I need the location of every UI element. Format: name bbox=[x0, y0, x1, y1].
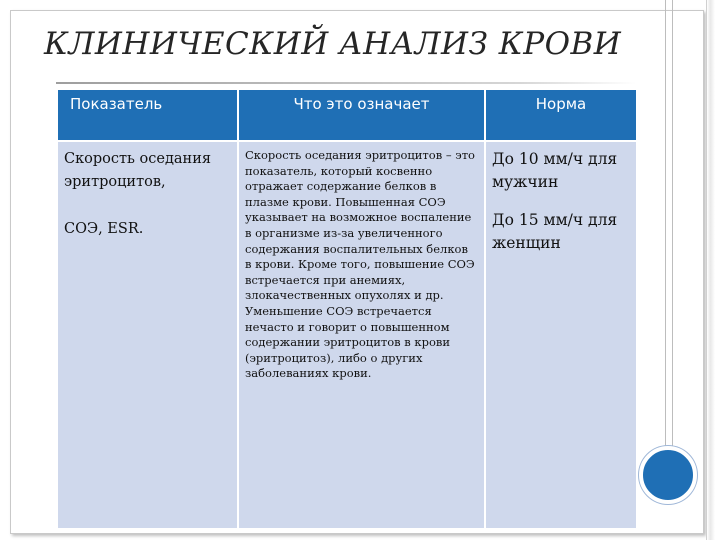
slide-title: КЛИНИЧЕСКИЙ АНАЛИЗ КРОВИ bbox=[44, 26, 622, 62]
parameter-name-line: эритроцитов, bbox=[64, 174, 166, 190]
decorative-line bbox=[672, 0, 673, 452]
parameter-cell bbox=[57, 141, 238, 528]
description-text: Скорость оседания эритроцитов – это показатель, который косвенно отражает содержание белков в плазме крови. Повышенная СОЭ указывает на возможное воспаление в организме из-за увеличенного содержания воспалительных белков в крови. Кроме того, повышение СОЭ встречается при анемиях, злокачественных опухолях и др. Уменьшение СОЭ встречается нечасто и говорит о повышенном содержании эритроцитов в крови (эритроцитоз), либо о других заболеваниях крови. bbox=[245, 148, 475, 381]
description-cell bbox=[238, 141, 485, 528]
parameter-abbreviation: СОЭ, ESR. bbox=[64, 221, 144, 237]
table-row bbox=[57, 141, 637, 528]
header-meaning: Что это означает bbox=[238, 90, 485, 141]
blood-test-table bbox=[56, 90, 638, 528]
slide-edge bbox=[706, 0, 715, 540]
title-underline bbox=[56, 82, 636, 84]
table-header-row bbox=[57, 90, 637, 141]
decorative-circle bbox=[639, 446, 697, 504]
norm-cell bbox=[485, 141, 637, 528]
norm-men: До 10 мм/ч для bbox=[492, 150, 618, 168]
parameter-name-line: Скорость оседания bbox=[64, 151, 212, 167]
decorative-line bbox=[665, 0, 666, 452]
norm-women-label: женщин bbox=[492, 234, 561, 252]
header-norm: Норма bbox=[485, 90, 637, 141]
norm-men-label: мужчин bbox=[492, 173, 559, 191]
header-parameter: Показатель bbox=[57, 90, 238, 141]
norm-women: До 15 мм/ч для bbox=[492, 211, 618, 229]
